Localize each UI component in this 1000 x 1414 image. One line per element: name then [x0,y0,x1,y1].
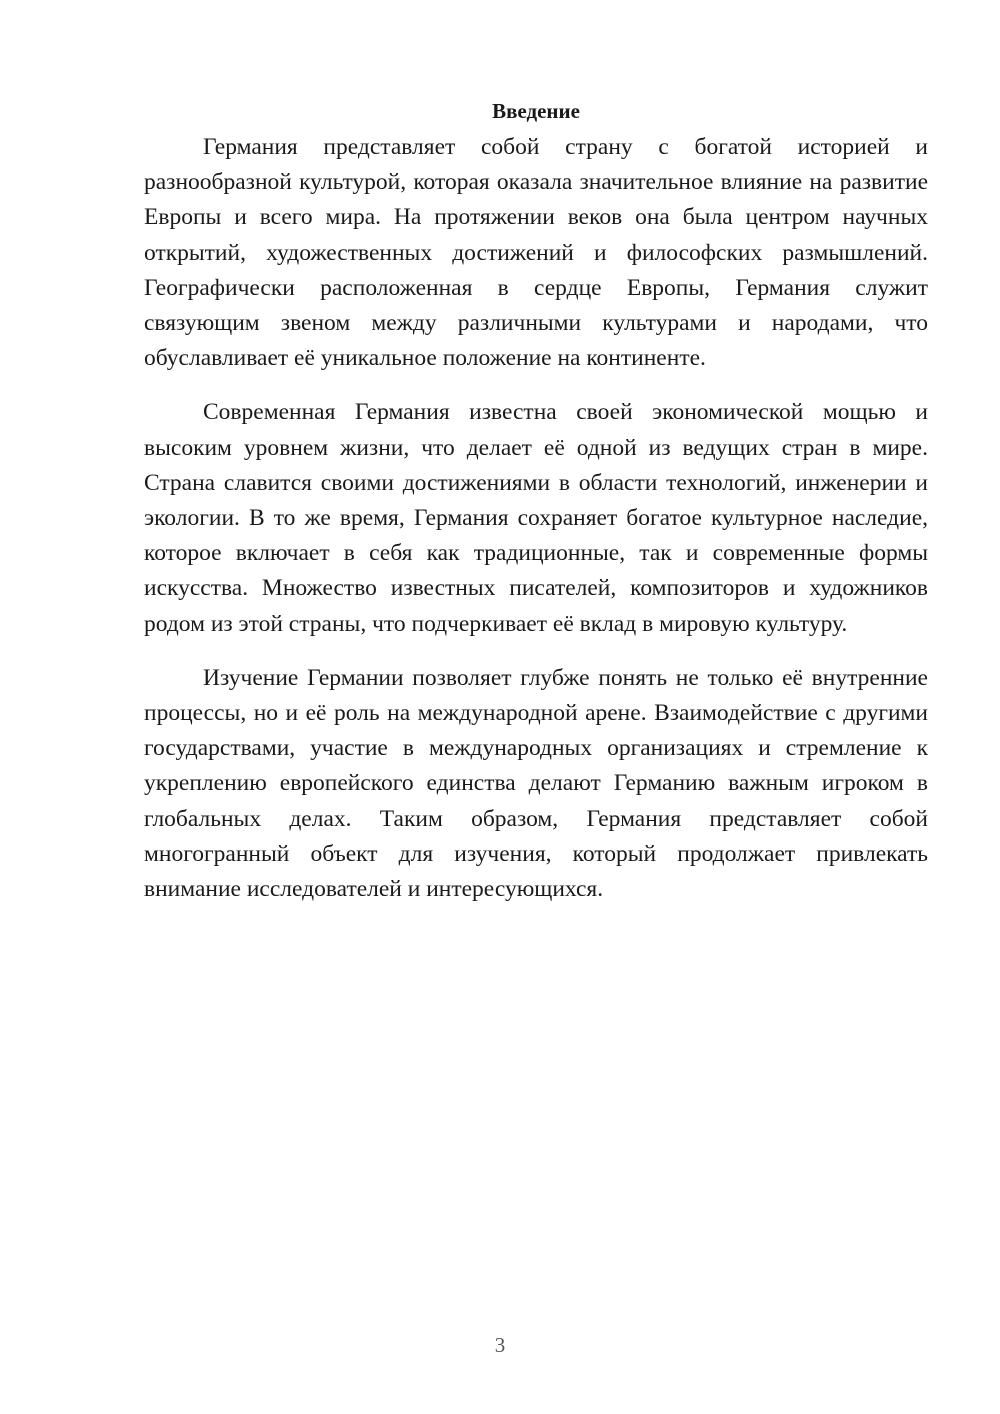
paragraph-1: Германия представляет собой страну с богатой историей и разнообразной культурой, которая оказала значительное влияние на развитие Европы и всего мира. На протяжении веков она была центром научных открытий, художественных достижений и философских размышлений. Географически расположенная в сердце Европы, Германия служит связующим звеном между различными культурами и народами, что обуславливает её уникальное положение на континенте. [144,134,928,372]
page-content [144,96,928,926]
page-number: 3 [494,1333,506,1357]
paragraph-3: Изучение Германии позволяет глубже понять не только её внутренние процессы, но и её роль на международной арене. Взаимодействие с другими государствами, участие в международных организациях и стремление к укреплению европейского единства делают Германию важным игроком в глобальных делах. Таким образом, Германия представляет собой многогранный объект для изучения, который продолжает привлекать внимание исследователей и интересующихся. [144,664,928,903]
section-heading: Введение [492,99,580,123]
paragraph-2: Современная Германия известна своей экономической мощью и высоким уровнем жизни, что делает её одной из ведущих стран в мире. Страна славится своими достижениями в области технологий, инженерии и экологии. В то же время, Германия сохраняет богатое культурное наследие, которое включает в себя как традиционные, так и современные формы искусства. Множество известных писателей, композиторов и художников родом из этой страны, что подчеркивает её вклад в мировую культуру. [144,399,928,637]
